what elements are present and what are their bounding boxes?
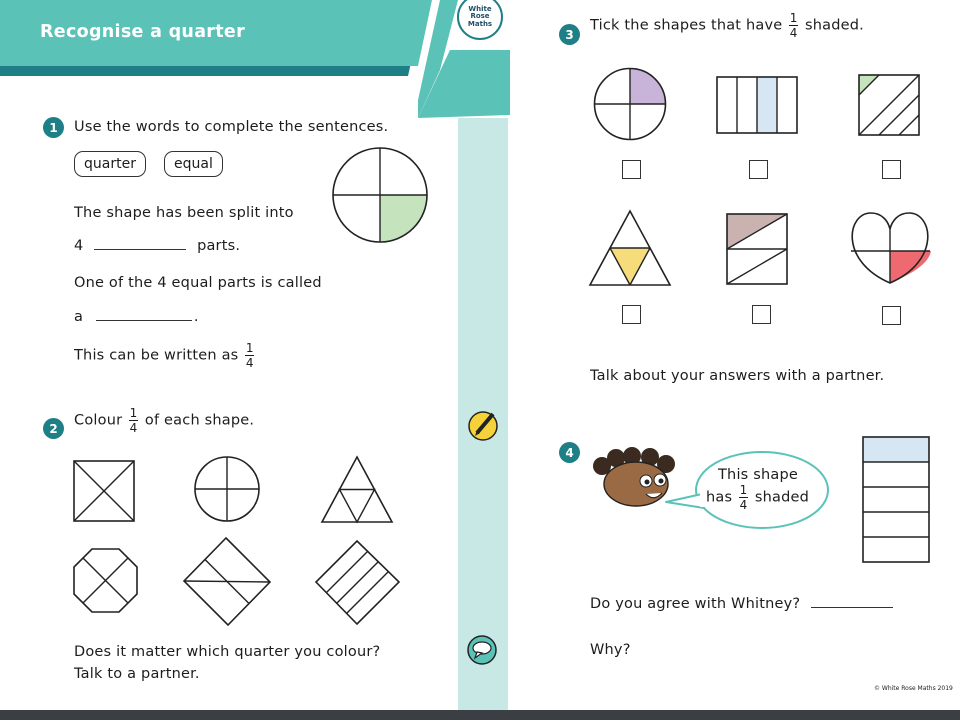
word-card-equal: equal: [164, 151, 223, 177]
question-2-badge: 2: [43, 418, 64, 439]
frac-num: 1: [129, 406, 138, 420]
q1-s2-pre: 4: [74, 238, 84, 254]
q1-sentence-5: [74, 342, 256, 369]
q1-instruction: Use the words to complete the sentences.: [74, 119, 389, 135]
tick-box-2[interactable]: [749, 160, 768, 179]
answer-line-2[interactable]: [96, 320, 192, 321]
q3-triangle-shaded: [590, 210, 672, 288]
tick-box-3[interactable]: [882, 160, 901, 179]
q1-quarter-circle: [332, 147, 432, 247]
q2-instruction: [74, 407, 254, 434]
fraction-one-quarter: [739, 484, 748, 511]
q4-why: Why?: [590, 642, 631, 658]
q2-octagon-cross[interactable]: [73, 548, 139, 614]
speech-bubble-icon: [467, 634, 499, 666]
bubble-post: shaded: [754, 489, 810, 506]
frac-den: 4: [129, 421, 138, 435]
q3-square-diagonal-stripes: [859, 75, 923, 139]
q3-rectangle-triangles: [727, 214, 791, 286]
q3-talk: Talk about your answers with a partner.: [590, 368, 885, 384]
logo-text-3: Maths: [467, 19, 493, 28]
q1-s4-post: .: [193, 309, 199, 325]
header-banner: [0, 0, 530, 120]
q2-pre: Colour: [74, 412, 123, 429]
frac-den: 4: [789, 26, 798, 40]
answer-line-agree[interactable]: [811, 607, 893, 608]
question-1-badge: 1: [43, 117, 64, 138]
bubble-line-1: This shape: [718, 467, 798, 483]
question-4-badge: 4: [559, 442, 580, 463]
q1-s4-pre: a: [74, 309, 84, 325]
q2-square-diagonals[interactable]: [74, 461, 136, 523]
q1-sentence-2: [74, 238, 240, 254]
q2-talk: Talk to a partner.: [74, 666, 200, 682]
q1-sentence-4: [74, 309, 199, 325]
q1-sentence-1: The shape has been split into: [74, 205, 294, 221]
q4-agree-text: Do you agree with Whitney?: [590, 596, 801, 612]
frac-num: 1: [739, 483, 748, 497]
q2-diamond-stripes[interactable]: [315, 540, 401, 626]
bottom-bar: [0, 710, 960, 720]
q3-heart-shaded: [849, 213, 933, 285]
fraction-one-quarter: [789, 12, 798, 39]
fraction-one-quarter: [245, 342, 254, 369]
logo-text-2: Rose: [470, 12, 490, 21]
tick-box-1[interactable]: [622, 160, 641, 179]
q2-circle-quarters[interactable]: [194, 456, 262, 524]
tick-box-5[interactable]: [752, 305, 771, 324]
frac-num: 1: [245, 341, 254, 355]
q3-post: shaded.: [805, 17, 864, 34]
word-card-quarter: quarter: [74, 151, 146, 177]
q3-circle-quarter-shaded: [594, 68, 670, 144]
answer-line-1[interactable]: [94, 249, 186, 250]
frac-den: 4: [739, 498, 748, 512]
q4-agree: [590, 596, 893, 612]
pencil-icon: [468, 410, 500, 442]
tick-box-4[interactable]: [622, 305, 641, 324]
frac-num: 1: [789, 11, 798, 25]
frac-den: 4: [245, 356, 254, 370]
question-3-badge: 3: [559, 24, 580, 45]
q2-post: of each shape.: [144, 412, 255, 429]
logo-text-1: White: [468, 4, 492, 13]
q1-sentence-3: One of the 4 equal parts is called: [74, 275, 322, 291]
q3-pre: Tick the shapes that have: [590, 17, 783, 34]
bubble-pre: has: [706, 489, 733, 506]
tick-box-6[interactable]: [882, 306, 901, 325]
q3-rectangle-strips: [717, 77, 801, 137]
bubble-line-2: [706, 484, 809, 511]
q2-triangle-split[interactable]: [322, 456, 394, 524]
q2-question: Does it matter which quarter you colour?: [74, 644, 381, 660]
fraction-one-quarter: [129, 407, 138, 434]
q1-s2-post: parts.: [197, 238, 241, 254]
page-title: Recognise a quarter: [40, 22, 245, 42]
q2-rhombus-crossed[interactable]: [184, 537, 272, 627]
q3-instruction: [590, 12, 864, 39]
q4-stacked-rectangles: [863, 437, 933, 567]
q1-s5-text: This can be written as: [74, 347, 239, 364]
copyright: © White Rose Maths 2019: [874, 685, 953, 692]
